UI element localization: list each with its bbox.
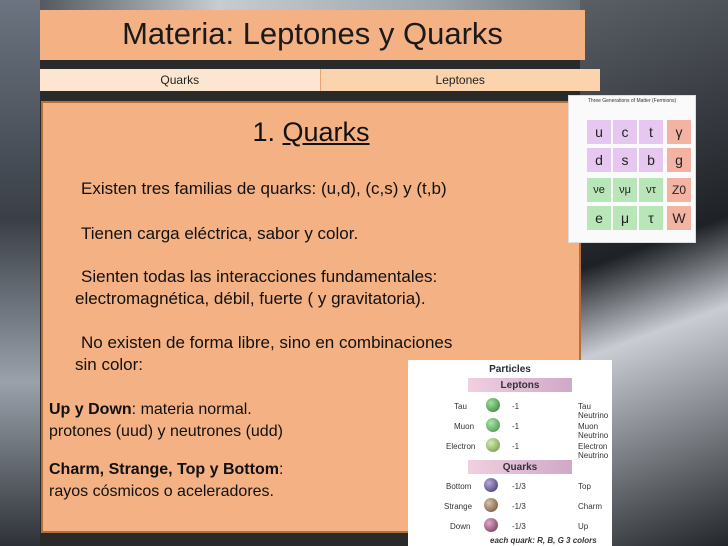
- sm-cell-tau: τ: [639, 206, 663, 230]
- sm-cell-photon: γ: [667, 120, 691, 144]
- lepton-charge-left-2: -1: [512, 442, 520, 451]
- lepton-left-2: Electron: [446, 442, 476, 451]
- quarks-band: Quarks: [468, 460, 572, 474]
- sm-cell-b: b: [639, 148, 663, 172]
- paragraph-free-2: sin color:: [75, 355, 144, 374]
- sm-cell-d: d: [587, 148, 611, 172]
- sm-cell-nutau: ντ: [639, 178, 663, 202]
- sm-cell-e: e: [587, 206, 611, 230]
- quark-charge-left-1: -1/3: [512, 502, 526, 511]
- quark-charge-left-2: -1/3: [512, 522, 526, 531]
- leptons-band: Leptons: [468, 378, 572, 392]
- lepton-charge-left-0: -1: [512, 402, 520, 411]
- paragraph-interactions-2: electromagnética, débil, fuerte ( y gravitatoria).: [75, 289, 426, 308]
- up-down-text: : materia normal.: [131, 401, 252, 418]
- tab-quarks-label: Quarks: [160, 73, 200, 87]
- charm-text: :: [278, 461, 284, 478]
- paragraph-interactions-1: Sienten todas las interacciones fundamentales:: [81, 267, 438, 286]
- up-down-line-2: protones (uud) y neutrones (udd): [49, 423, 283, 440]
- quark-left-1: Strange: [444, 502, 473, 511]
- sm-cell-s: s: [613, 148, 637, 172]
- heading-word: Quarks: [282, 117, 370, 147]
- up-down-bold: Up y Down: [49, 401, 132, 418]
- charm-line: [49, 459, 283, 481]
- quark-right-2: Up: [578, 522, 589, 531]
- tab-bar: [40, 69, 600, 91]
- lepton-left-1: Muon: [454, 422, 475, 431]
- sm-cell-mu: μ: [613, 206, 637, 230]
- quark-colors-footer: each quark: R, B, G 3 colors: [490, 536, 597, 545]
- bottom-ball: [484, 478, 498, 492]
- background-left: [0, 0, 40, 546]
- sm-cell-t: t: [639, 120, 663, 144]
- heading-number: 1.: [252, 117, 275, 147]
- tab-leptones-label: Leptones: [435, 73, 485, 87]
- page-title: Materia: Leptones y Quarks: [122, 16, 503, 51]
- quark-right-1: Charm: [578, 502, 603, 511]
- quark-charge-left-0: -1/3: [512, 482, 526, 491]
- content-heading: [43, 117, 579, 148]
- standard-model-header: Three Generations of Matter (Fermions): [587, 98, 677, 104]
- particles-image: [408, 360, 612, 546]
- lepton-charge-left-1: -1: [512, 422, 520, 431]
- sm-cell-z: Z0: [667, 178, 691, 202]
- quark-right-0: Top: [578, 482, 591, 491]
- particles-title: Particles: [489, 364, 531, 375]
- paragraph-charge: Tienen carga eléctrica, sabor y color.: [81, 224, 359, 243]
- sm-cell-gluon: g: [667, 148, 691, 172]
- quark-left-2: Down: [450, 522, 471, 531]
- charm-bold: Charm, Strange, Top y Bottom: [49, 461, 279, 478]
- lepton-right-2: Electron Neutrino: [578, 442, 609, 460]
- sm-cell-u: u: [587, 120, 611, 144]
- paragraph-free-1: No existen de forma libre, sino en combinaciones: [81, 333, 453, 352]
- charm-line-2: rayos cósmicos o aceleradores.: [49, 483, 274, 500]
- sm-cell-w: W: [667, 206, 691, 230]
- paragraph-families: Existen tres familias de quarks: (u,d), (c,s) y (t,b): [81, 179, 447, 198]
- sm-cell-numu: νμ: [613, 178, 637, 202]
- down-ball: [484, 518, 498, 532]
- quark-left-0: Bottom: [446, 482, 472, 491]
- lepton-right-1: Muon Neutrino: [578, 422, 609, 440]
- standard-model-image: [568, 95, 696, 243]
- sm-cell-c: c: [613, 120, 637, 144]
- tab-quarks[interactable]: [40, 69, 320, 91]
- muon-ball: [486, 418, 500, 432]
- sm-cell-nue: νe: [587, 178, 611, 202]
- lepton-right-0: Tau Neutrino: [578, 402, 609, 420]
- tab-leptones[interactable]: [320, 69, 601, 91]
- strange-ball: [484, 498, 498, 512]
- electron-ball: [486, 438, 500, 452]
- tau-ball: [486, 398, 500, 412]
- lepton-left-0: Tau: [454, 402, 467, 411]
- up-down-line: [49, 399, 252, 421]
